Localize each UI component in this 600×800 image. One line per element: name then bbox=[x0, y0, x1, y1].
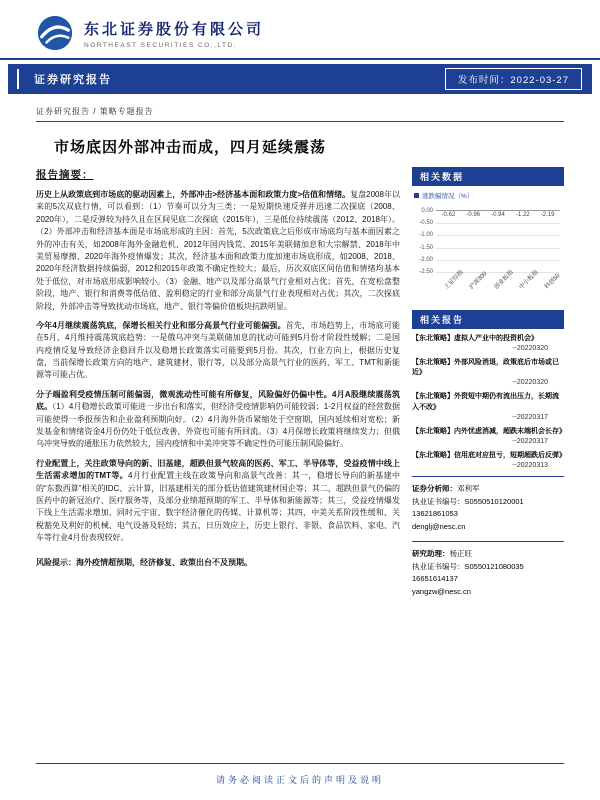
chart-bar-column bbox=[513, 211, 533, 218]
report-item[interactable] bbox=[412, 451, 564, 469]
chart-category-label: 创业板指 bbox=[493, 269, 515, 291]
content-columns bbox=[0, 167, 600, 763]
chart-bar-value: -0.94 bbox=[491, 212, 505, 218]
risk-text: 海外疫情超预期，经济修复、政策出台不及预期。 bbox=[76, 557, 252, 567]
paragraph-lead: 行业配置上，关注政策导向的新、旧基建，超跌但景气较高的医药、军工、半导体等，受益疫情中线上生活需求增加的TMT等。 bbox=[36, 458, 400, 481]
related-reports-heading: 相关报告 bbox=[412, 310, 564, 329]
chart-plot-area bbox=[419, 208, 560, 275]
index-performance-chart bbox=[412, 191, 564, 300]
publish-date-box: 发布时间：2022-03-27 bbox=[445, 68, 582, 90]
company-name-en: NORTHEAST SECURITIES CO.,LTD. bbox=[84, 41, 237, 49]
main-column bbox=[36, 167, 400, 763]
report-link[interactable]: 【东北策略】虚拟人产业中的投资机会》 bbox=[412, 335, 538, 342]
assistant-cert: S0550121080035 bbox=[464, 561, 524, 571]
report-item[interactable] bbox=[412, 392, 564, 420]
chart-category-label: 上证综指 bbox=[444, 269, 466, 291]
chart-ytick: -1.50 bbox=[419, 244, 433, 251]
report-item[interactable] bbox=[412, 427, 564, 445]
analyst-email: denglj@nesc.cn bbox=[412, 522, 466, 532]
chart-category-axis bbox=[436, 269, 562, 300]
summary-heading: 报告摘要： bbox=[36, 169, 94, 181]
chart-bar-value: -0.96 bbox=[466, 212, 481, 218]
assistant-role-label: 研究助理： bbox=[412, 548, 450, 558]
assistant-email: yangzw@nesc.cn bbox=[412, 587, 471, 597]
report-date: --20220313 bbox=[512, 461, 548, 469]
chart-bar-value: -1.22 bbox=[515, 212, 530, 218]
risk-warning bbox=[36, 557, 400, 569]
report-item[interactable] bbox=[412, 358, 564, 386]
chart-ytick: -2.00 bbox=[419, 256, 433, 263]
sidebar-divider bbox=[412, 541, 564, 542]
assistant-block bbox=[412, 548, 564, 599]
legend-swatch-icon bbox=[414, 193, 419, 198]
chart-legend bbox=[414, 191, 564, 200]
paragraph-text: 4月行业配置主线在政策导向和高景气改善：其一，稳增长导向的新基建中的“东数西算”相关的IDC、云计算，旧基建相关的部分低估值建筑建材国企等；其二，超跌但景气仍偏的医药中的新冠治疗、医疗服务等，及部分业绩超预期的军工、半导体和新能源等；其三，受益疫情爆发下线上生活需求增加，同时元宇宙、数字经济催化的传媒、计算机等；其四，中美关系阶段性缓和、关税豁免及利好的机械、电气设备及轻纺；其五，日历效应上，历史上银行、非银、食品饮料、家电、汽车等行业4月份表现较好。 bbox=[36, 471, 401, 543]
chart-bar-column bbox=[438, 211, 458, 218]
chart-bars bbox=[436, 211, 560, 272]
chart-gridline bbox=[436, 235, 560, 236]
report-link[interactable]: 【东北策略】外资短中期仍有流出压力，长期流入不改》 bbox=[412, 393, 559, 411]
report-type-label: 证券研究报告 bbox=[34, 74, 112, 86]
footer bbox=[36, 763, 564, 788]
paragraph-text: （1）4月稳增长政策可能进一步出台和落实，但经济受疫情影响仍可能较弱；1-2月权益的经营数据可能使得一季报预告和企业盈利预期向好。（2）4月海外货币紧缩处于空窗期，国内延续相对宽松；新发基金和情绪资金4月份仍处于低位改善，外资也可能有所回流。（3）4月保增长政策将继续发力；但俄乌冲突导致的通胀压力依然较大，国内疫情和中美冲突等不确定性仍可能压制风险偏好。 bbox=[36, 402, 400, 449]
chart-category-label: 中小板指 bbox=[518, 269, 540, 291]
report-type-band bbox=[8, 64, 592, 94]
assistant-phone: 16651614137 bbox=[412, 574, 458, 584]
chart-ytick: 0.00 bbox=[421, 208, 433, 214]
paragraph-lead: 今年4月继续震荡筑底，保增长相关行业和部分高景气行业可能偏强。 bbox=[36, 320, 286, 330]
chart-gridline bbox=[436, 248, 560, 249]
analyst-cert: S0550510120001 bbox=[464, 496, 524, 506]
company-logo-icon bbox=[36, 14, 74, 52]
company-names bbox=[84, 18, 264, 49]
chart-legend-label: 涨跌幅情况（%） bbox=[422, 193, 474, 200]
report-link[interactable]: 【东北策略】信用底对应扭亏，短期超跌后反弹》 bbox=[412, 451, 566, 459]
paragraph-lead: 历史上从政策底到市场底的驱动因素上，外部冲击>经济基本面和政策力度>估值和情绪。 bbox=[36, 190, 351, 199]
footer-disclaimer: 请务必阅读正文后的声明及说明 bbox=[215, 775, 384, 785]
chart-ytick: -1.00 bbox=[419, 232, 433, 239]
chart-ytick: -0.50 bbox=[419, 220, 433, 227]
chart-ytick: -2.50 bbox=[419, 269, 433, 275]
company-header bbox=[0, 0, 600, 58]
report-date: --20220317 bbox=[512, 437, 548, 445]
breadcrumb: 证券研究报告 / 策略专题报告 bbox=[36, 106, 564, 122]
chart-category-label: 科创50 bbox=[543, 272, 562, 291]
chart-category-label: 沪深300 bbox=[468, 270, 489, 291]
analyst-name: 邓利军 bbox=[457, 483, 480, 493]
page-title: 市场底因外部冲击而成，四月延续震荡 bbox=[54, 139, 327, 156]
assistant-name: 杨正旺 bbox=[449, 548, 472, 558]
chart-bar-column bbox=[538, 211, 558, 218]
paragraph-text: 首先，市场趋势上，市场底可能在5月，4月维持震荡筑底趋势：一是俄乌冲突与美联储加息的扰动可能到5月份才阶段性缓解；二是国内疫情反复导致经济企稳回升以及稳增长政策落实可能要到5月份。其次，行业方向上，根据历史复盘，当前保增长政策方向的地产、建筑建材、银行等，以及部分高景气行业的医药、军工、TMT和新能源等可能占优。 bbox=[36, 320, 400, 380]
chart-bar-column bbox=[463, 211, 483, 218]
header-divider bbox=[0, 58, 600, 60]
sidebar bbox=[412, 167, 564, 763]
report-item[interactable] bbox=[412, 334, 564, 352]
summary-paragraph bbox=[36, 189, 400, 313]
sidebar-divider bbox=[412, 476, 564, 477]
analyst-cert-label: 执业证书编号： bbox=[412, 496, 465, 506]
summary-paragraph bbox=[36, 320, 400, 382]
paragraph-text: 复盘2008年以来的5次双底行情，可以看到：（1）节奏可以分为三类：一是短期快速反弹并迅速二次探底（2008、2020年），二是反弹较为持久且在区间见底二次探底（2015年），三是低位持续震荡（2012、2018年）。（2）外部冲击和经济基本面是市场底形成的主因：首先，5次政策底之后形成市场底均与基本面因素之外的冲击有关，如2008年海外金融危机、2012年国内钱荒、2015年美联储加息和大宗解禁、2018年中美贸易摩擦、2020年海外疫情爆发；其次，经济基本面和政策力度加速市场底形成，如2008、2018、2020年经济数据持续偏弱，2012和2015年政策不确定性较大；最后，历次双底区间估值和情绪均基本处于低位，对市场底形成影响较小。（3）金融、地产以及部分高景气行业相对占优；首先，在宽松盘整阶段，地产、银行和消费等低估值、盈利稳定的行业和部分高景气行业表现相对占优；其次，二次探底阶段，外部冲击等导致扰动市场底，地产、银行等偏价值板块抗跌明显。 bbox=[36, 190, 400, 311]
chart-bar-value: -0.62 bbox=[441, 212, 456, 218]
report-date: --20220317 bbox=[512, 413, 548, 421]
report-date: --20220320 bbox=[512, 345, 548, 353]
company-name-cn: 东北证券股份有限公司 bbox=[84, 20, 265, 38]
summary-paragraph bbox=[36, 389, 400, 451]
summary-paragraph bbox=[36, 458, 400, 545]
analyst-phone: 13621861053 bbox=[412, 509, 458, 519]
analyst-block bbox=[412, 483, 564, 534]
report-link[interactable]: 【东北策略】外部风险消退，政策底后市场或已近》 bbox=[412, 359, 559, 377]
risk-label: 风险提示： bbox=[36, 557, 76, 567]
related-data-heading: 相关数据 bbox=[412, 167, 564, 186]
chart-bar-column bbox=[488, 211, 508, 218]
report-link[interactable]: 【东北策略】内外忧虑消减，超跌末端机会长存》 bbox=[412, 427, 566, 435]
paragraph-lead: 分子端盈利受疫情压制可能偏弱，微观流动性可能有所修复，风险偏好仍偏中性。4月A股继续震荡筑底。 bbox=[36, 389, 400, 412]
chart-gridline bbox=[436, 223, 560, 224]
report-date: --20220320 bbox=[512, 379, 548, 387]
chart-gridline bbox=[436, 260, 560, 261]
assistant-cert-label: 执业证书编号： bbox=[412, 561, 465, 571]
analyst-role-label: 证券分析师： bbox=[412, 483, 457, 493]
chart-bar-value: -2.19 bbox=[540, 212, 555, 218]
